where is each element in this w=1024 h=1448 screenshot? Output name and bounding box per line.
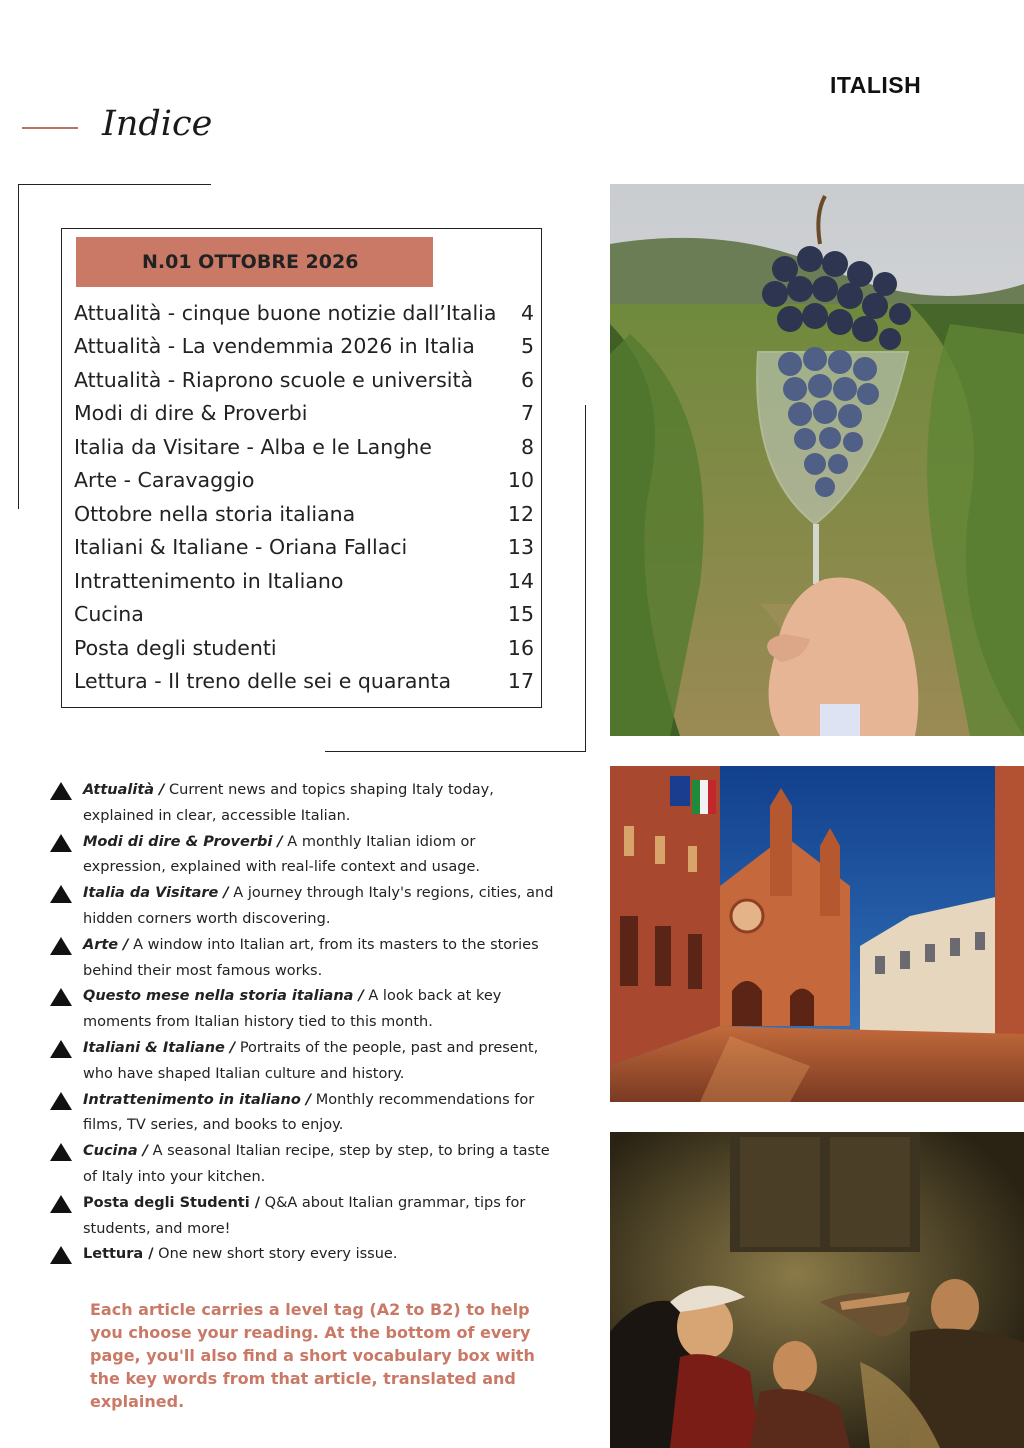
toc-item-title: Intrattenimento in Italiano xyxy=(74,568,344,593)
section-name: Italia da Visitare / xyxy=(83,885,229,902)
toc-item-title: Arte - Caravaggio xyxy=(74,468,255,493)
toc-item-page: 13 xyxy=(507,535,534,560)
caravaggio-painting-photo xyxy=(610,1132,1024,1448)
section-entry xyxy=(50,933,560,985)
triangle-bullet-icon xyxy=(50,937,72,955)
table-of-contents xyxy=(61,228,542,708)
section-name: Attualità / xyxy=(83,782,165,798)
toc-item[interactable] xyxy=(74,497,534,531)
triangle-bullet-icon xyxy=(50,1040,72,1058)
toc-item-title: Lettura - Il treno delle sei e quaranta xyxy=(74,669,452,694)
section-entry xyxy=(50,1242,560,1268)
section-name: Arte / xyxy=(83,936,129,953)
section-entry xyxy=(50,1191,560,1243)
frame-corner-bottom-right-vertical xyxy=(585,405,586,752)
triangle-bullet-icon xyxy=(50,1092,72,1110)
section-name: Modi di dire & Proverbi / xyxy=(83,833,283,850)
section-desc: Monthly recommendations for films, TV series, and books to enjoy. xyxy=(83,1091,535,1134)
toc-item-title: Posta degli studenti xyxy=(74,635,277,660)
section-desc: A journey through Italy's regions, cities, and hidden corners worth discovering. xyxy=(83,885,554,927)
level-tag-note: Each article carries a level tag (A2 to B2) to help you choose your reading. At the bottom of every page, you'll also find a short vocabulary box with the key words from that article, translated and explained. xyxy=(90,1300,535,1411)
toc-item[interactable] xyxy=(74,363,534,397)
frame-corner-bottom-right xyxy=(325,751,586,752)
section-desc: A monthly Italian idiom or expression, explained with real-life context and usage. xyxy=(83,833,481,876)
section-desc: Q&A about Italian grammar, tips for students, and more! xyxy=(83,1194,526,1237)
section-entry xyxy=(50,984,560,1036)
toc-item-title: Ottobre nella storia italiana xyxy=(74,501,356,526)
toc-item-page: 15 xyxy=(507,602,534,627)
frame-corner-top-left xyxy=(18,184,211,185)
section-entry xyxy=(50,1036,560,1088)
toc-item[interactable] xyxy=(74,330,534,364)
triangle-bullet-icon xyxy=(50,1143,72,1161)
toc-item-title: Italiani & Italiane - Oriana Fallaci xyxy=(74,535,408,560)
section-entry xyxy=(50,1139,560,1191)
toc-item-page: 5 xyxy=(520,334,534,359)
section-name: Questo mese nella storia italiana / xyxy=(83,988,364,1005)
toc-item-page: 17 xyxy=(507,669,534,694)
toc-item-page: 4 xyxy=(520,300,534,325)
section-desc: A look back at key moments from Italian history tied to this month. xyxy=(83,988,502,1031)
section-desc: Current news and topics shaping Italy today, explained in clear, accessible Italian. xyxy=(83,782,494,824)
section-entry xyxy=(50,778,560,830)
alba-cathedral-photo xyxy=(610,766,1024,1102)
toc-item[interactable] xyxy=(74,665,534,699)
section-name: Intrattenimento in italiano / xyxy=(83,1091,312,1108)
triangle-bullet-icon xyxy=(50,834,72,852)
toc-item[interactable] xyxy=(74,598,534,632)
toc-item[interactable] xyxy=(74,430,534,464)
toc-item-page: 14 xyxy=(507,568,534,593)
toc-item-page: 6 xyxy=(520,367,534,392)
title-accent-line xyxy=(22,127,78,129)
toc-item[interactable] xyxy=(74,531,534,565)
section-entry xyxy=(50,830,560,882)
section-desc: A seasonal Italian recipe, step by step, to bring a taste of Italy into your kitchen. xyxy=(83,1143,550,1185)
toc-item-page: 12 xyxy=(507,501,534,526)
triangle-bullet-icon xyxy=(50,782,72,800)
frame-corner-top-left-vertical xyxy=(18,184,19,509)
triangle-bullet-icon xyxy=(50,1195,72,1213)
toc-item-title: Attualità - La vendemmia 2026 in Italia xyxy=(74,334,475,359)
toc-item-title: Attualità - cinque buone notizie dall’Italia xyxy=(74,300,497,325)
section-desc: One new short story every issue. xyxy=(153,1246,398,1263)
brand-logo: ITALISH xyxy=(830,72,922,98)
section-desc: A window into Italian art, from its masters to the stories behind their most famous works. xyxy=(83,936,539,979)
section-name: Lettura / xyxy=(83,1246,154,1263)
triangle-bullet-icon xyxy=(50,1246,72,1264)
section-name: Posta degli Studenti / xyxy=(83,1194,261,1211)
page-title: Indice xyxy=(102,104,213,144)
toc-item-title: Modi di dire & Proverbi xyxy=(74,401,308,426)
toc-list xyxy=(74,296,534,698)
vineyard-grapes-photo xyxy=(610,184,1024,736)
section-desc: Portraits of the people, past and present, who have shaped Italian culture and history. xyxy=(83,1039,539,1082)
toc-item[interactable] xyxy=(74,296,534,330)
toc-item[interactable] xyxy=(74,397,534,431)
toc-item-page: 16 xyxy=(507,635,534,660)
section-name: Italiani & Italiane / xyxy=(83,1039,236,1056)
section-entry xyxy=(50,881,560,933)
triangle-bullet-icon xyxy=(50,988,72,1006)
toc-item-title: Cucina xyxy=(74,602,144,627)
toc-item-title: Italia da Visitare - Alba e le Langhe xyxy=(74,434,432,459)
section-descriptions xyxy=(50,778,560,1268)
toc-item[interactable] xyxy=(74,631,534,665)
triangle-bullet-icon xyxy=(50,885,72,903)
toc-item-page: 7 xyxy=(520,401,534,426)
toc-item[interactable] xyxy=(74,464,534,498)
issue-banner: N.01 OTTOBRE 2026 xyxy=(76,237,433,287)
section-entry xyxy=(50,1088,560,1140)
toc-item[interactable] xyxy=(74,564,534,598)
toc-item-page: 10 xyxy=(507,468,534,493)
toc-item-page: 8 xyxy=(520,434,534,459)
section-name: Cucina / xyxy=(83,1143,148,1160)
toc-item-title: Attualità - Riaprono scuole e università xyxy=(74,367,474,392)
